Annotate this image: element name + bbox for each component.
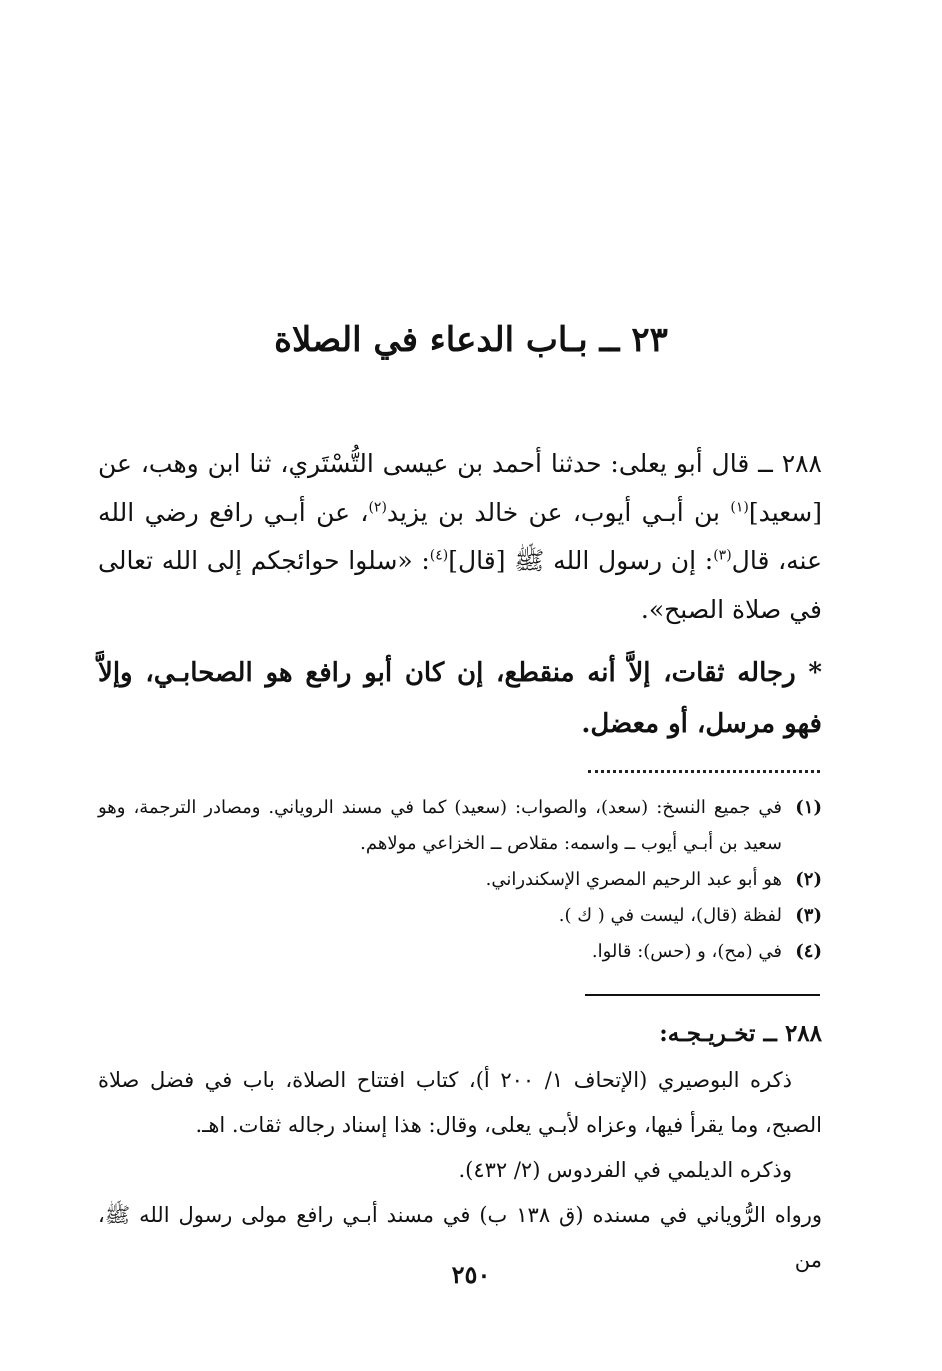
footnote-text: هو أبو عبد الرحيم المصري الإسكندراني.: [485, 869, 782, 890]
footnote-marker: (١): [730, 499, 749, 516]
footnote-number: (٢): [795, 869, 822, 890]
hadith-text: [98, 440, 822, 634]
hadith-segment: : «سلوا حوائجكم إلى الله تعالى في صلاة الصبح».: [98, 546, 822, 624]
commentary-text: * رجاله ثقات، إلاَّ أنه منقطع، إن كان أبو رافع هو الصحابـي، وإلاَّ فهو مرسل، أو معضل.: [98, 658, 822, 739]
hadith-segment: بن أبـي أيوب، عن خالد بن يزيد: [386, 497, 731, 527]
takhrij-paragraph: وذكره الديلمي في الفردوس (٢/ ٤٣٢).: [458, 1158, 792, 1182]
takhrij-body: [98, 1058, 822, 1283]
footnote-item: [98, 790, 822, 862]
footnote-text: لفظة (قال)، ليست في ( ك ).: [558, 905, 782, 926]
takhrij-paragraph: ذكره البوصيري (الإتحاف ١/ ٢٠٠ أ)، كتاب افتتاح الصلاة، باب في فضل صلاة الصبح، وما يقرأ فيها، وعزاه لأبـي يعلى، وقال: هذا إسناد رجاله ثقات. اهـ.: [98, 1068, 822, 1137]
footnote-text: في جميع النسخ: (سعد)، والصواب: (سعيد) كما في مسند الروياني. ومصادر الترجمة، وهو سعيد بن أبـي أيوب ــ واسمه: مقلاص ــ الخزاعي مولاهم.: [98, 797, 782, 854]
footnote-marker: (٢): [368, 499, 387, 516]
footnote-number: (٤): [795, 941, 822, 962]
dotted-separator: [588, 756, 820, 773]
footnotes-section: [98, 790, 822, 970]
hadith-segment: ، عن أبـي رافع رضي الله عنه، قال: [98, 497, 823, 575]
chapter-title: ٢٣ ــ بـاب الدعاء في الصلاة: [274, 320, 668, 360]
footnote-item: [98, 898, 822, 934]
footnote-number: (٣): [795, 905, 822, 926]
hadith-segment: : إن رسول الله ﷺ [قال]: [448, 546, 714, 575]
footnote-text: في (مح)، و (حس): قالوا.: [591, 941, 782, 962]
footnote-marker: (٤): [429, 547, 449, 564]
footnote-marker: (٣): [713, 547, 732, 564]
section-divider: [585, 994, 820, 996]
footnote-item: [98, 934, 822, 970]
takhrij-heading: ٢٨٨ ــ تخـريـجـه:: [659, 1020, 822, 1047]
footnote-number: (١): [795, 797, 822, 818]
footnote-item: [98, 862, 822, 898]
takhrij-paragraph: ورواه الرُّوياني في مسنده (ق ١٣٨ ب) في مسند أبـي رافع مولى رسول الله ﷺ، من: [98, 1203, 822, 1272]
hadith-segment: ٢٨٨ ــ قال أبو يعلى: حدثنا أحمد بن عيسى التُّسْتَري، ثنا ابن وهب، عن [سعيد]: [98, 449, 822, 527]
page-number: ٢٥٠: [451, 1260, 491, 1289]
